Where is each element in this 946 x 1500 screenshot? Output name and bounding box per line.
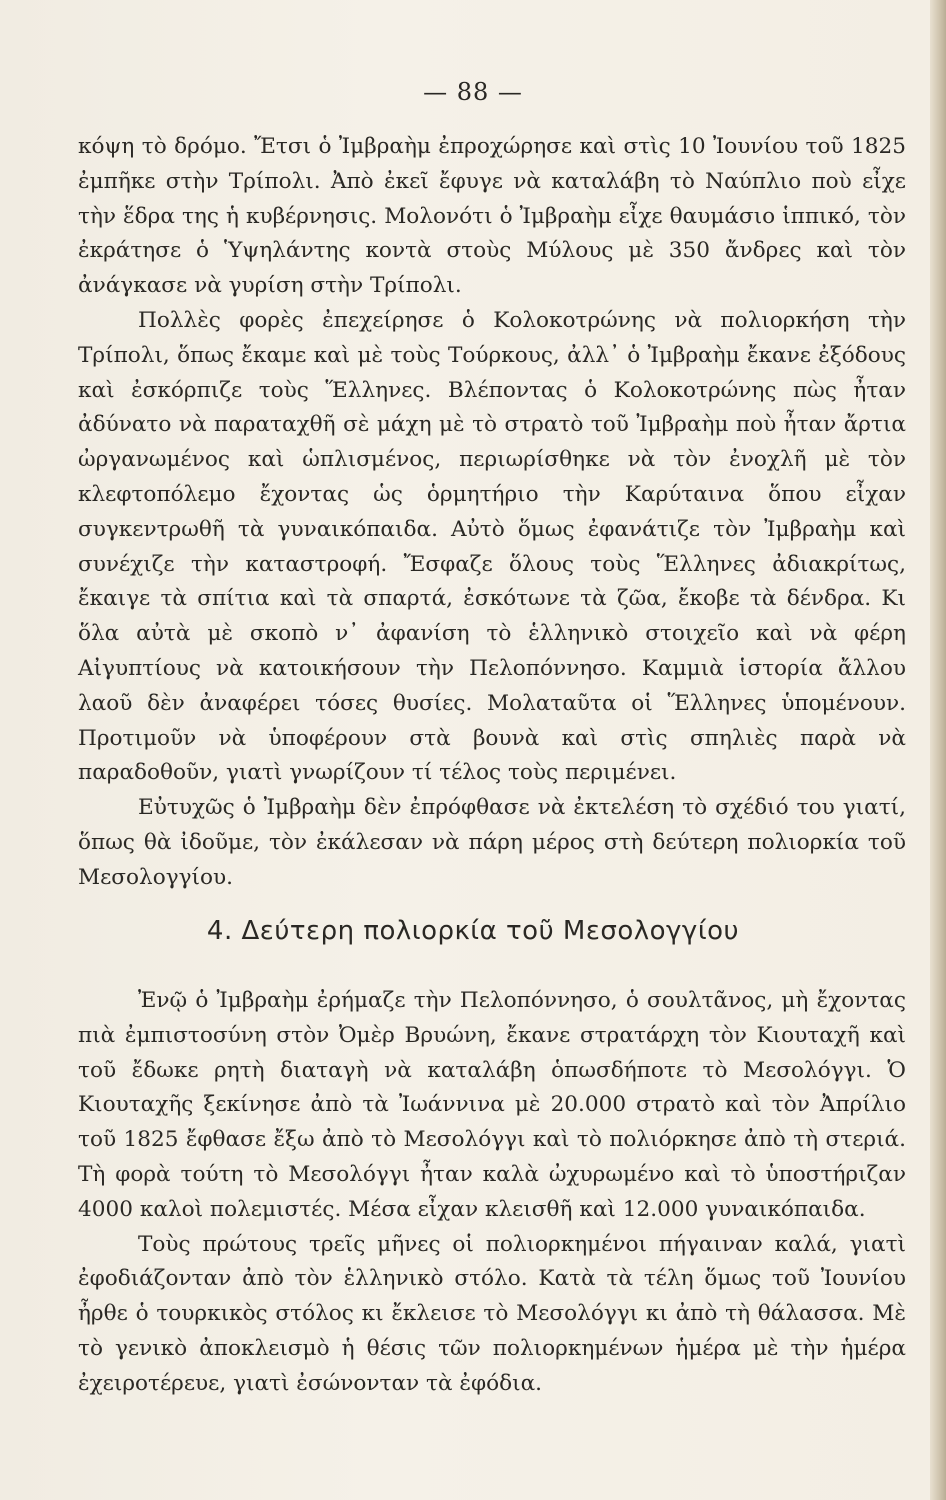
section-2-text [78,984,906,1402]
page-number: — 88 — [423,78,523,106]
page-edge [930,0,946,1500]
section-heading: 4. Δεύτερη πολιορκία τοῦ Μεσολογγίου [206,916,740,946]
paragraph: κόψη τὸ δρόμο. Ἔτσι ὁ Ἰμβραὴμ ἐπροχώρησε καὶ στὶς 10 Ἰουνίου τοῦ 1825 ἐμπῆκε στὴν Τρίπολι. Ἀπὸ ἐκεῖ ἔφυγε νὰ καταλάβη τὸ Ναύπλιο ποὺ εἶχε τὴν ἕδρα της ἡ κυβέρνησις. Μολονότι ὁ Ἰμβραὴμ εἶχε θαυμάσιο ἱππικό, τὸν ἐκράτησε ὁ Ὑψηλάντης κοντὰ στοὺς Μύλους μὲ 350 ἄνδρες καὶ τὸν ἀνάγκασε νὰ γυρίση στὴν Τρίπολι. [78,134,906,299]
paragraph: Εὐτυχῶς ὁ Ἰμβραὴμ δὲν ἐπρόφθασε νὰ ἐκτελέση τὸ σχέδιό του γιατί, ὅπως θὰ ἰδοῦμε, τὸν ἐκάλεσαν νὰ πάρη μέρος στὴ δεύτερη πολιορκία τοῦ Μεσολογγίου. [78,795,906,890]
section-1-text [78,130,906,896]
paragraph: Πολλὲς φορὲς ἐπεχείρησε ὁ Κολοκοτρώνης νὰ πολιορκήση τὴν Τρίπολι, ὅπως ἔκαμε καὶ μὲ τοὺς Τούρκους, ἀλλ᾽ ὁ Ἰμβραὴμ ἔκανε ἐξόδους καὶ ἐσκόρπιζε τοὺς Ἕλληνες. Βλέποντας ὁ Κολοκοτρώνης πὼς ἦταν ἀδύνατο νὰ παραταχθῆ σὲ μάχη μὲ τὸ στρατὸ τοῦ Ἰμβραὴμ ποὺ ἦταν ἄρτια ὠργανωμένος καὶ ὡπλισμένος, περιωρίσθηκε νὰ τὸν ἐνοχλῆ μὲ τὸν κλεφτοπόλεμο ἔχοντας ὡς ὁρμητήριο τὴν Καρύταινα ὅπου εἶχαν συγκεντρωθῆ τὰ γυναικόπαιδα. Αὐτὸ ὅμως ἐφανάτιζε τὸν Ἰμβραὴμ καὶ συνέχιζε τὴν καταστροφή. Ἔσφαζε ὅλους τοὺς Ἕλληνες ἀδιακρίτως, ἔκαιγε τὰ σπίτια καὶ τὰ σπαρτά, ἐσκότωνε τὰ ζῶα, ἔκοβε τὰ δένδρα. Κι ὅλα αὐτὰ μὲ σκοπὸ ν᾽ ἀφανίση τὸ ἑλληνικὸ στοιχεῖο καὶ νὰ φέρη Αἰγυπτίους νὰ κατοικήσουν τὴν Πελοπόννησο. Καμμιὰ ἱστορία ἄλλου λαοῦ δὲν ἀναφέρει τόσες θυσίες. Μολαταῦτα οἱ Ἕλληνες ὑπομένουν. Προτιμοῦν νὰ ὑποφέρουν στὰ βουνὰ καὶ στὶς σπηλιὲς παρὰ νὰ παραδοθοῦν, γιατὶ γνωρίζουν τί τέλος τοὺς περιμένει. [78,307,906,786]
paragraph: Τοὺς πρώτους τρεῖς μῆνες οἱ πολιορκημένοι πήγαιναν καλά, γιατὶ ἐφοδιάζονταν ἀπὸ τὸν ἑλληνικὸ στόλο. Κατὰ τὰ τέλη ὅμως τοῦ Ἰουνίου ἦρθε ὁ τουρκικὸς στόλος κι ἔκλεισε τὸ Μεσολόγγι κι ἀπὸ τὴ θάλασσα. Μὲ τὸ γενικὸ ἀποκλεισμὸ ἡ θέσις τῶν πολιορκημένων ἡμέρα μὲ τὴν ἡμέρα ἐχειροτέρευε, γιατὶ ἐσώνονταν τὰ ἐφόδια. [78,1231,906,1396]
paragraph: Ἐνῷ ὁ Ἰμβραὴμ ἐρήμαζε τὴν Πελοπόννησο, ὁ σουλτᾶνος, μὴ ἔχοντας πιὰ ἐμπιστοσύνη στὸν Ὀμὲρ Βρυώνη, ἔκανε στρατάρχη τὸν Κιουταχῆ καὶ τοῦ ἔδωκε ρητὴ διαταγὴ νὰ καταλάβη ὁπωσδήποτε τὸ Μεσολόγγι. Ὁ Κιουταχῆς ξεκίνησε ἀπὸ τὰ Ἰωάννινα μὲ 20.000 στρατὸ καὶ τὸν Ἀπρίλιο τοῦ 1825 ἔφθασε ἔξω ἀπὸ τὸ Μεσολόγγι καὶ τὸ πολιόρκησε ἀπὸ τὴ στεριά. Τὴ φορὰ τούτη τὸ Μεσολόγγι ἦταν καλὰ ὠχυρωμένο καὶ τὸ ὑποστήριζαν 4000 καλοὶ πολεμιστές. Μέσα εἶχαν κλεισθῆ καὶ 12.000 γυναικόπαιδα. [78,988,906,1222]
